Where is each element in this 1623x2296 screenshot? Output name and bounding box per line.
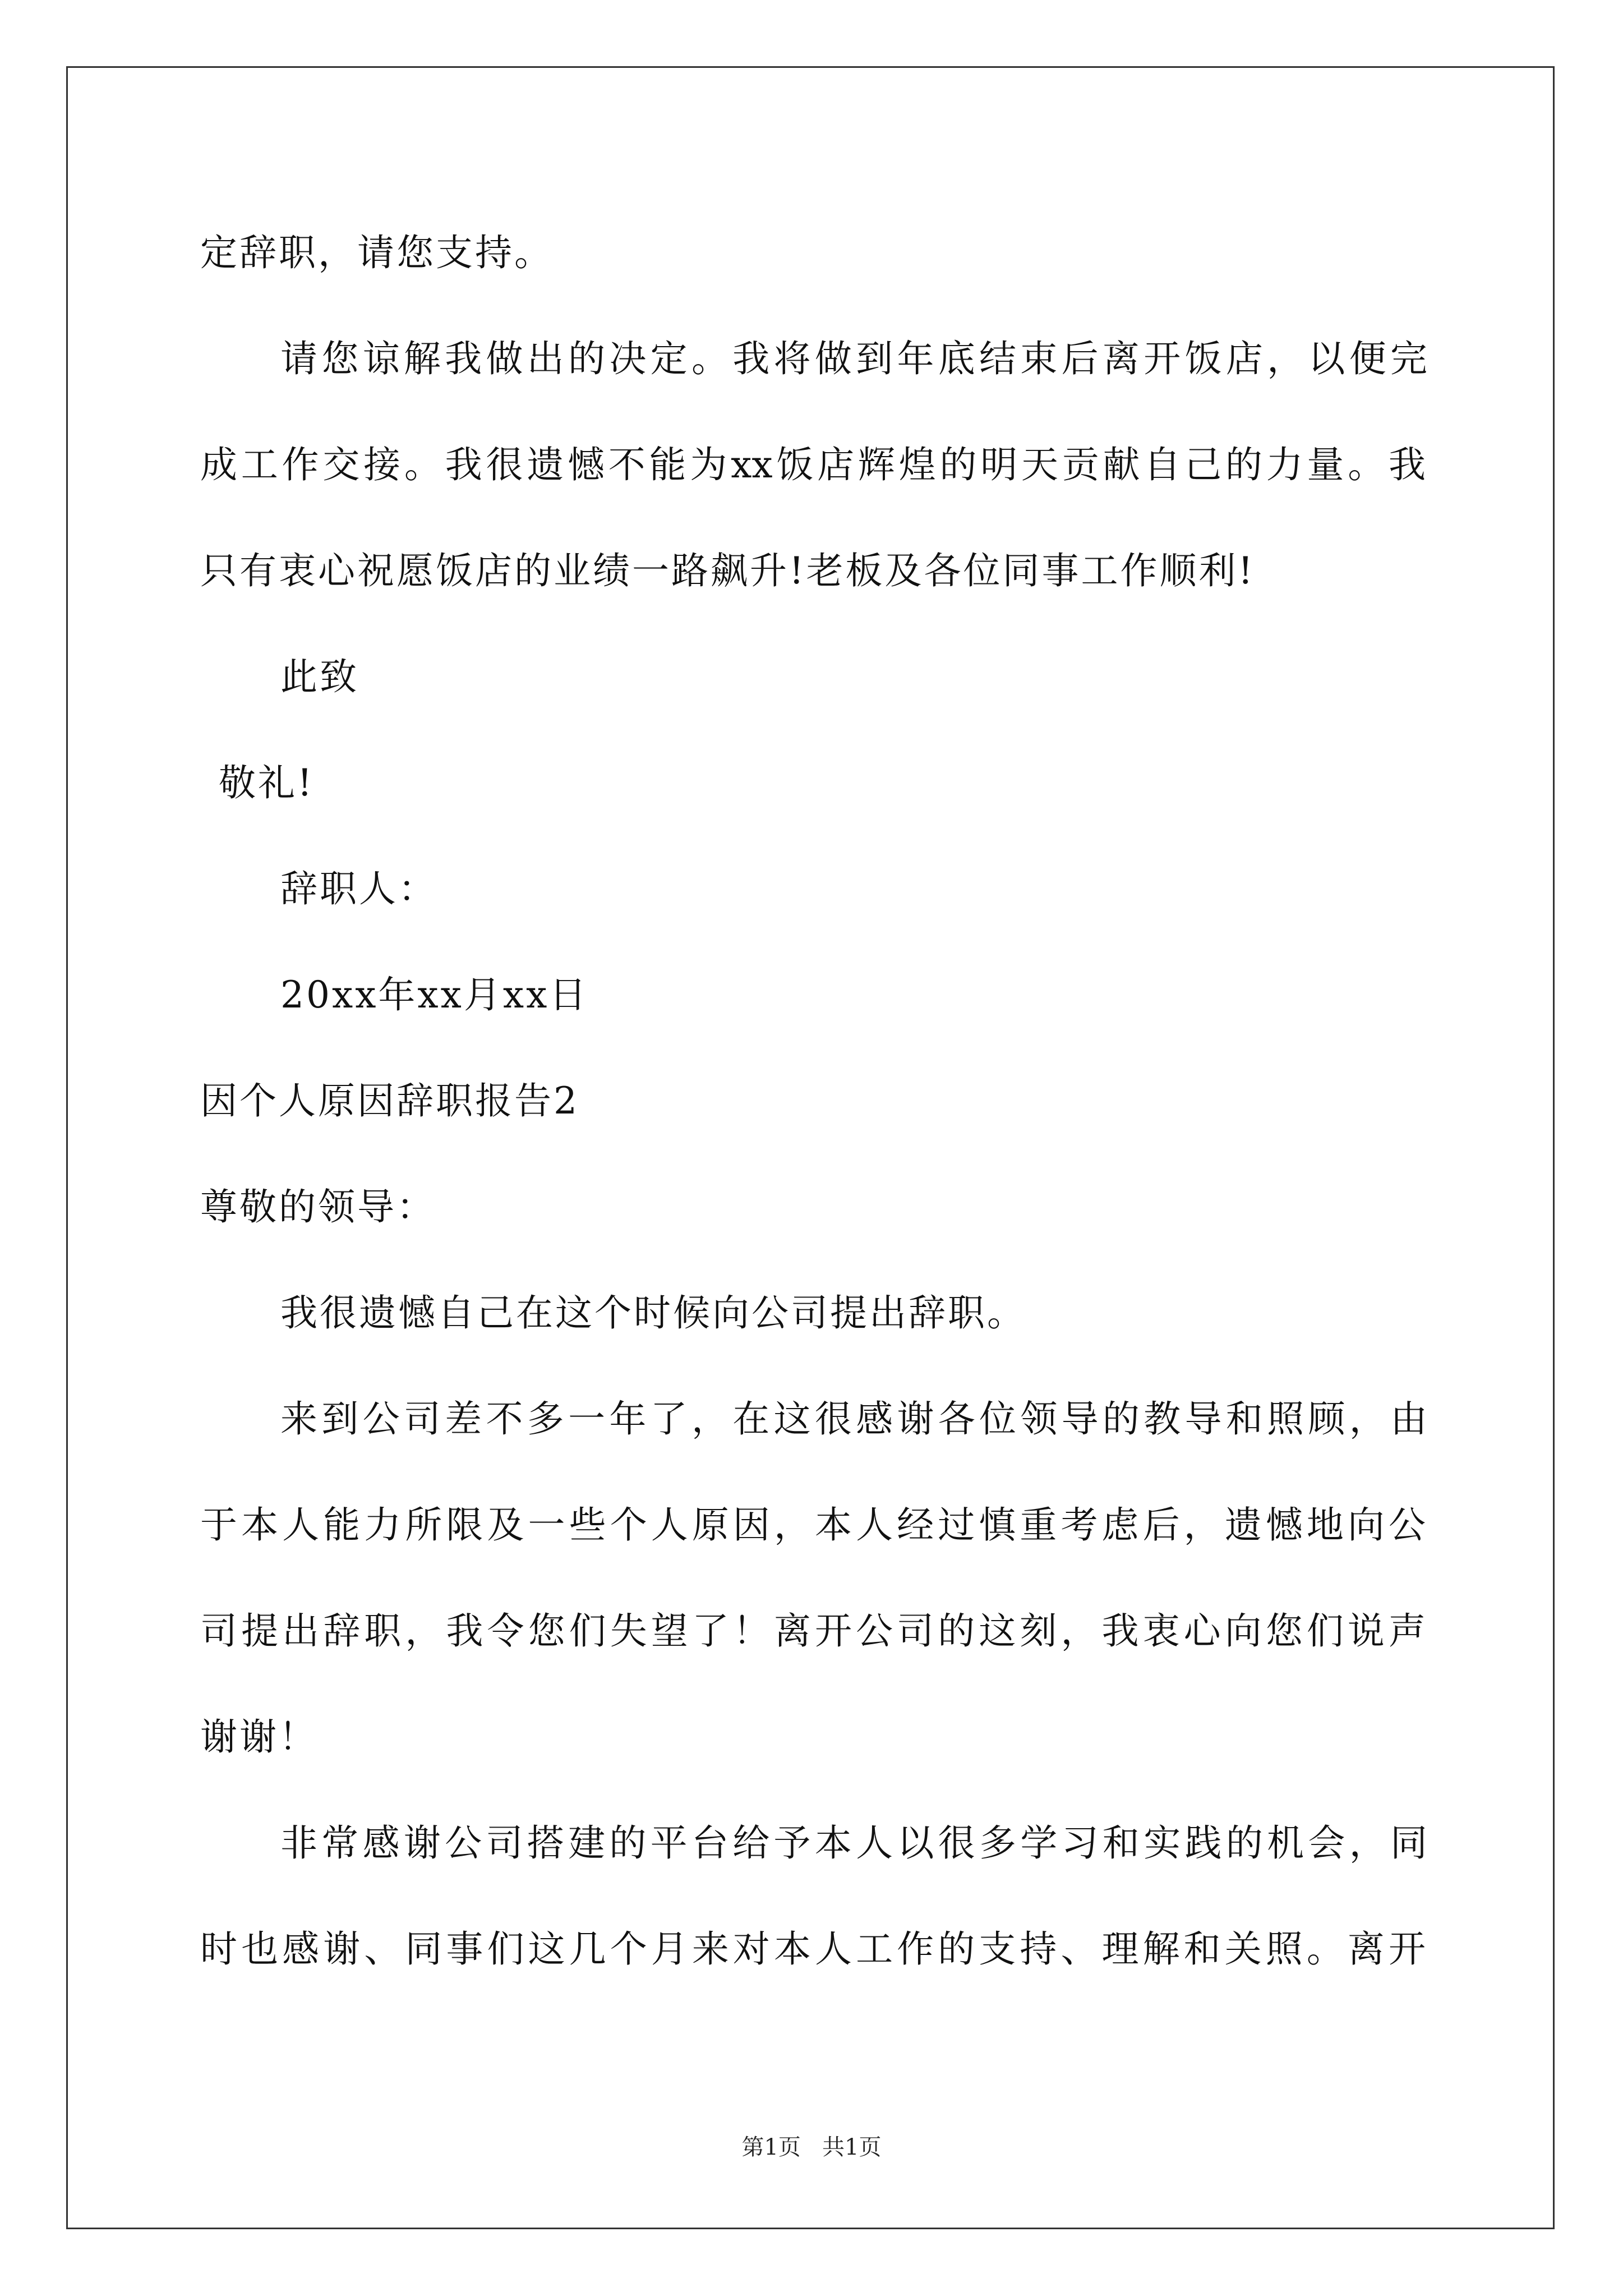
text-line: 只有衷心祝愿饭店的业绩一路飙升!老板及各位同事工作顺利! xyxy=(200,549,1256,592)
letter-greeting: 尊敬的领导： xyxy=(200,1185,436,1228)
text-line: 请您谅解我做出的决定。我将做到年底结束后离开饭店，以便完 xyxy=(280,337,1427,380)
text-line: 我很遗憾自己在这个时候向公司提出辞职。 xyxy=(280,1291,1026,1335)
salutation-respect: 敬礼! xyxy=(219,761,315,804)
date-line: 20xx年xx月xx日 xyxy=(280,973,589,1016)
page-footer: 第1页 共1页 xyxy=(741,2134,882,2160)
text-line: 定辞职，请您支持。 xyxy=(200,231,554,274)
section-title: 因个人原因辞职报告2 xyxy=(200,1079,579,1122)
text-line: 司提出辞职，我令您们失望了！离开公司的这刻，我衷心向您们说声 xyxy=(200,1609,1426,1653)
page-border xyxy=(66,66,1555,2229)
text-line: 时也感谢、同事们这几个月来对本人工作的支持、理解和关照。离开 xyxy=(200,1927,1426,1971)
salutation-closing: 此致 xyxy=(280,655,359,698)
text-line: 非常感谢公司搭建的平台给予本人以很多学习和实践的机会，同 xyxy=(280,1821,1427,1865)
text-line: 于本人能力所限及一些个人原因，本人经过慎重考虑后，遗憾地向公 xyxy=(200,1503,1426,1547)
text-line: 谢谢！ xyxy=(200,1715,318,1759)
text-line: 来到公司差不多一年了，在这很感谢各位领导的教导和照顾，由 xyxy=(280,1397,1427,1441)
signature-label: 辞职人： xyxy=(280,867,437,910)
text-line: 成工作交接。我很遗憾不能为xx饭店辉煌的明天贡献自己的力量。我 xyxy=(200,443,1426,486)
